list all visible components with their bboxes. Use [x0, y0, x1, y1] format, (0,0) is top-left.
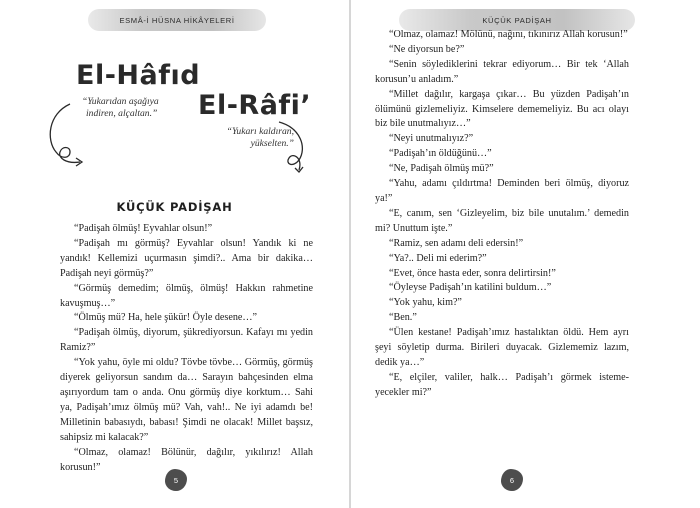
paragraph: “Ne diyorsun be?” — [389, 43, 465, 55]
name-meaning-line: “Yukarı kaldıran, — [226, 126, 294, 137]
name-meaning — [82, 96, 200, 120]
paragraph: “Padişah mı görmüş? Eyvahlar olsun! Yandık ki ne yandık! Kellemizi uçurmasın şimdi?.. Ama bir dakika… Padişah neyi görmüş?” — [60, 237, 313, 279]
swirl-arrow-icon — [275, 118, 315, 174]
left-page — [0, 0, 349, 508]
paragraph: “Ben.” — [389, 312, 417, 324]
page-number: 5 — [173, 475, 179, 485]
paragraph: “Senin söylediklerini tekrar ediyorum… Bir tek ‘Allah korusun’u anladım.” — [375, 58, 629, 85]
page-number: 6 — [509, 475, 515, 485]
paragraph: “Yok yahu, öyle mi oldu? Tövbe tövbe… Görmüş, görmüş diyerek geliyorsun sandım da… Sarayın bahçesinden elma aşırıyordum tam o anda. Onu görmüş diye korktum… Sahi ya, Padişah’ımız ölmüş mü? Vah, vah!.. Ne iyi adamdı be! Milletinin babasıydı, babası! Şimdi ne olacak! Millet başsız, sahipsiz mi kalacak?” — [60, 357, 313, 443]
paragraph: “Yok yahu, kim?” — [389, 297, 462, 309]
running-header-text: KÜÇÜK PADİŞAH — [482, 15, 552, 25]
page-number-badge — [165, 469, 187, 491]
name-meaning-line: “Yukarıdan aşağıya — [82, 96, 159, 107]
paragraph: “Millet dağılır, kargaşa çıkar… Bu yüzden Padişah’ın ölümünü gizlemeliyiz. Kimselere dememeliyiz. Bu acı olayı biz bile unutmalıyız…” — [375, 88, 629, 130]
paragraph: “Ülen kestane! Padişah’ımız hastalıktan öldü. Hem ayrı şeyi söyletip durma. Birileri duyacak. Gizlememiz lazım, dedik ya…” — [375, 327, 629, 368]
body-text — [60, 222, 313, 475]
paragraph: “E, elçiler, valiler, halk… Padişah’ı görmek istemeyecekler mi?” — [375, 371, 629, 398]
name-meaning-line: yükselten.” — [250, 138, 294, 149]
paragraph: “Ya?.. Deli mi ederim?” — [389, 252, 487, 264]
name-block-el-hafid — [76, 60, 200, 120]
paragraph: “E, canım, sen ‘Gizleyelim, biz bile unutalım.’ demedin mi? Unuttum işte.” — [375, 207, 629, 234]
paragraph: “Ölmüş mü? Ha, hele şükür! Öyle desene…” — [74, 312, 258, 324]
right-page — [351, 0, 700, 508]
running-header-text: ESMÂ-İ HÜSNA HİKÂYELERİ — [119, 15, 235, 25]
paragraph: “Öyleyse Padişah’ın katilini buldum…” — [389, 282, 552, 294]
paragraph: “Yahu, adamı çıldırtma! Deminden beri ölmüş, diyoruz ya!” — [375, 178, 629, 204]
paragraph: “Evet, önce hasta eder, sonra delirtirsin!” — [389, 267, 556, 279]
paragraph: “Görmüş demedim; ölmüş, ölmüş! Hakkın rahmetine kavuşmuş…” — [60, 282, 313, 309]
paragraph: “Neyi unutmalıyız?” — [389, 133, 474, 145]
paragraph: “Padişah ölmüş! Eyvahlar olsun!” — [74, 223, 213, 234]
name-meaning-line: indiren, alçaltan.” — [86, 108, 158, 119]
paragraph: “Padişah ölmüş, diyorum, şükrediyorsun. Kafayı mı yedin Ramiz?” — [60, 327, 313, 354]
paragraph: “Olmaz, olamaz! Mölünü, nağını, tıkınırız Allah korusun!” — [389, 29, 628, 40]
name-title: El-Hâfıd — [76, 60, 201, 91]
paragraph: “Ramiz, sen adamı deli edersin!” — [389, 237, 524, 249]
paragraph: “Ne, Padişah ölmüş mü?” — [389, 163, 494, 175]
body-text — [375, 28, 629, 401]
paragraph: “Padişah’ın öldüğünü…” — [389, 148, 492, 160]
page-number-badge — [501, 469, 523, 491]
paragraph: “Olmaz, olamaz! Bölünür, dağılır, yıkılırız! Allah korusun!” — [60, 446, 313, 473]
name-title: El-Râfi’ — [198, 90, 312, 121]
section-title: KÜÇÜK PADİŞAH — [116, 200, 233, 214]
swirl-arrow-icon — [40, 100, 90, 170]
running-header — [88, 9, 266, 31]
